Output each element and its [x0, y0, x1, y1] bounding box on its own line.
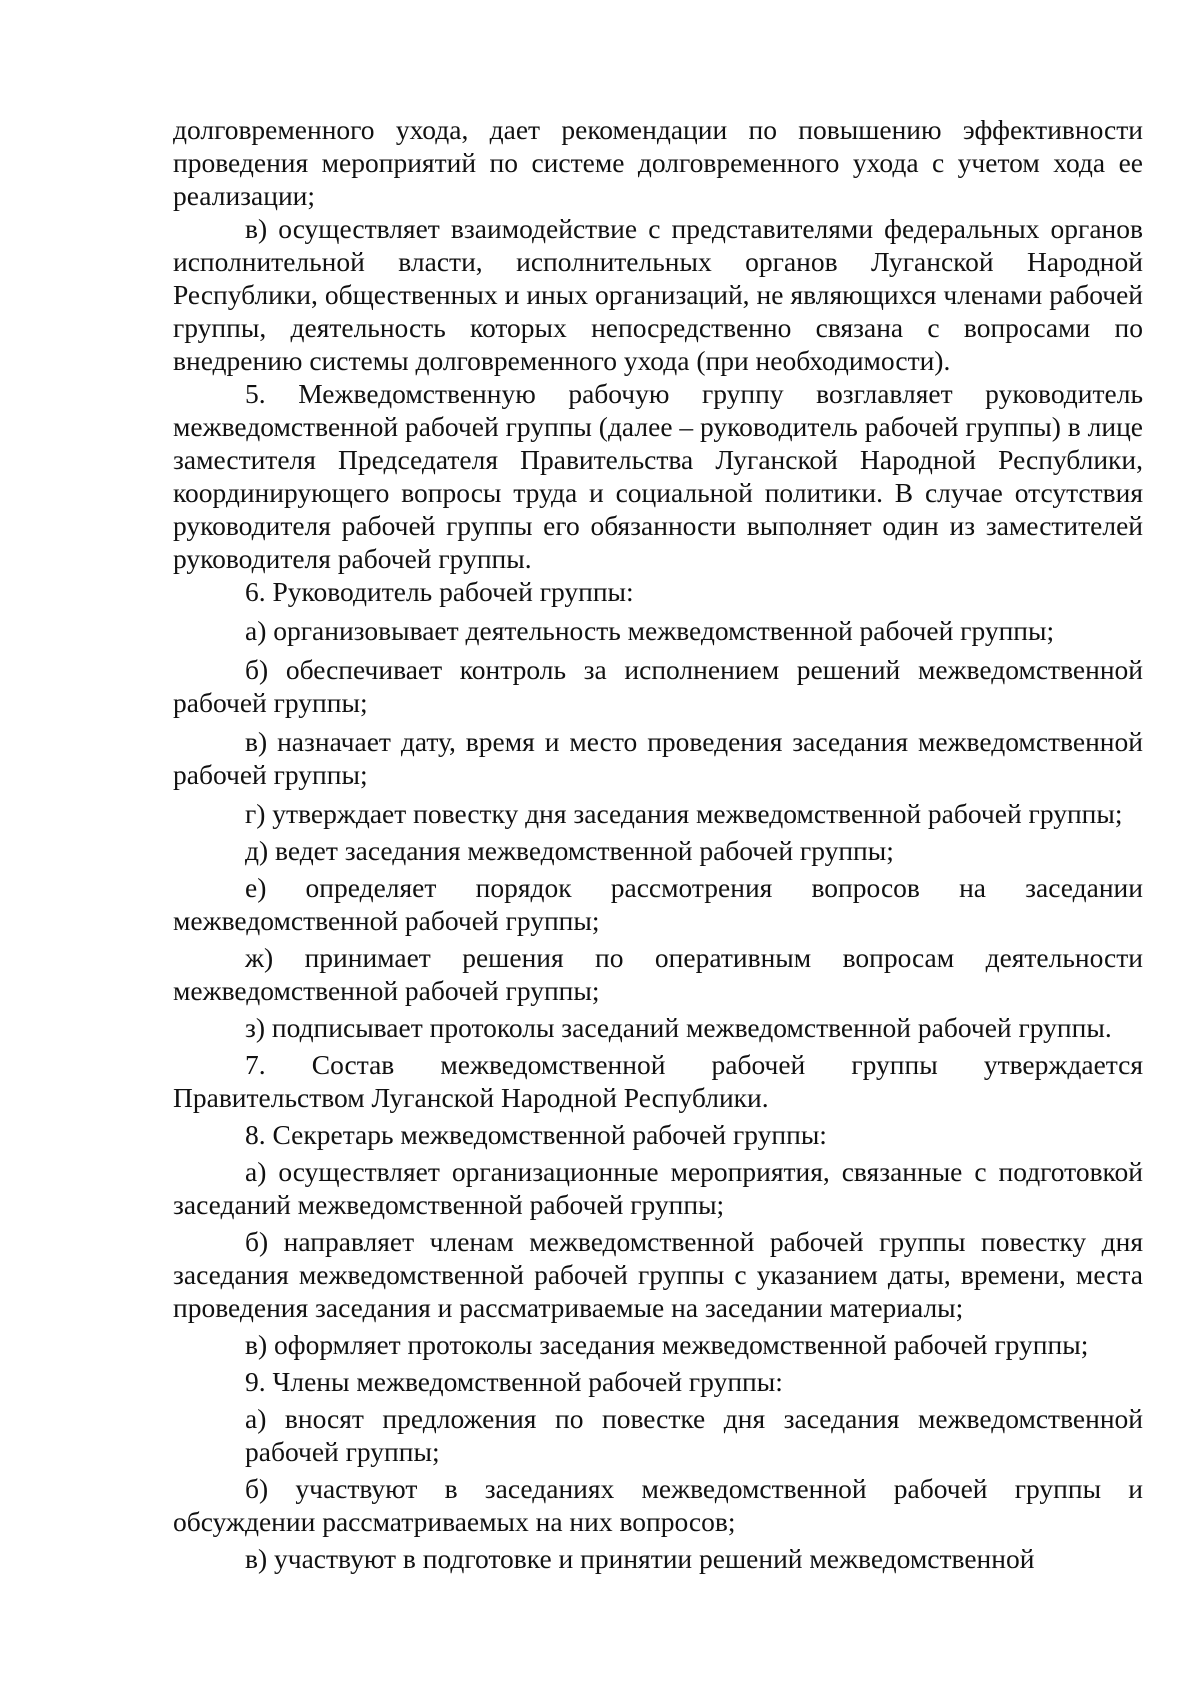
- paragraph-6g: г) утверждает повестку дня заседания межведомственной рабочей группы;: [245, 798, 1123, 829]
- document-body: [173, 113, 1143, 1575]
- paragraph-9v: в) участвуют в подготовке и принятии решений межведомственной: [245, 1543, 1035, 1574]
- paragraph-6z: з) подписывает протоколы заседаний межведомственной рабочей группы.: [245, 1012, 1112, 1043]
- paragraph-7: 7. Состав межведомственной рабочей группы утверждается Правительством Луганской Народной Республики.: [173, 1049, 1143, 1113]
- paragraph-6v: в) назначает дату, время и место проведения заседания межведомственной рабочей группы;: [173, 726, 1143, 790]
- paragraph-6d: д) ведет заседания межведомственной рабочей группы;: [245, 835, 894, 866]
- paragraph-6b: б) обеспечивает контроль за исполнением решений межведомственной рабочей группы;: [173, 654, 1143, 718]
- paragraph-8a: а) осуществляет организационные мероприятия, связанные с подготовкой заседаний межведомственной рабочей группы;: [173, 1156, 1143, 1220]
- paragraph-6: 6. Руководитель рабочей группы:: [245, 576, 634, 607]
- paragraph-6e: е) определяет порядок рассмотрения вопросов на заседании межведомственной рабочей группы;: [173, 872, 1143, 936]
- paragraph-4v: в) осуществляет взаимодействие с представителями федеральных органов исполнительной власти, исполнительных органов Луганской Народной Республики, общественных и иных организаций, не являющихся членами рабочей группы, деятельность которых непосредственно связана с вопросами по внедрению системы долговременного ухода (при необходимости).: [173, 213, 1143, 376]
- paragraph-8v: в) оформляет протоколы заседания межведомственной рабочей группы;: [245, 1329, 1089, 1360]
- paragraph-8b: б) направляет членам межведомственной рабочей группы повестку дня заседания межведомственной рабочей группы с указанием даты, времени, места проведения заседания и рассматриваемые на заседании материалы;: [173, 1226, 1143, 1323]
- paragraph-6a: а) организовывает деятельность межведомственной рабочей группы;: [245, 615, 1055, 646]
- paragraph-9: 9. Члены межведомственной рабочей группы:: [245, 1366, 783, 1397]
- paragraph-5: 5. Межведомственную рабочую группу возглавляет руководитель межведомственной рабочей группы (далее – руководитель рабочей группы) в лице заместителя Председателя Правительства Луганской Народной Республики, координирующего вопросы труда и социальной политики. В случае отсутствия руководителя рабочей группы его обязанности выполняет один из заместителей руководителя рабочей группы.: [173, 378, 1143, 574]
- paragraph-8: 8. Секретарь межведомственной рабочей группы:: [245, 1119, 827, 1150]
- paragraph-9b: б) участвуют в заседаниях межведомственной рабочей группы и обсуждении рассматриваемых на них вопросов;: [173, 1473, 1143, 1537]
- paragraph-continuation: долговременного ухода, дает рекомендации по повышению эффективности проведения мероприятий по системе долговременного ухода с учетом хода ее реализации;: [173, 114, 1143, 211]
- paragraph-6zh: ж) принимает решения по оперативным вопросам деятельности межведомственной рабочей группы;: [173, 942, 1143, 1006]
- paragraph-9a: а) вносят предложения по повестке дня заседания межведомственной рабочей группы;: [245, 1403, 1143, 1467]
